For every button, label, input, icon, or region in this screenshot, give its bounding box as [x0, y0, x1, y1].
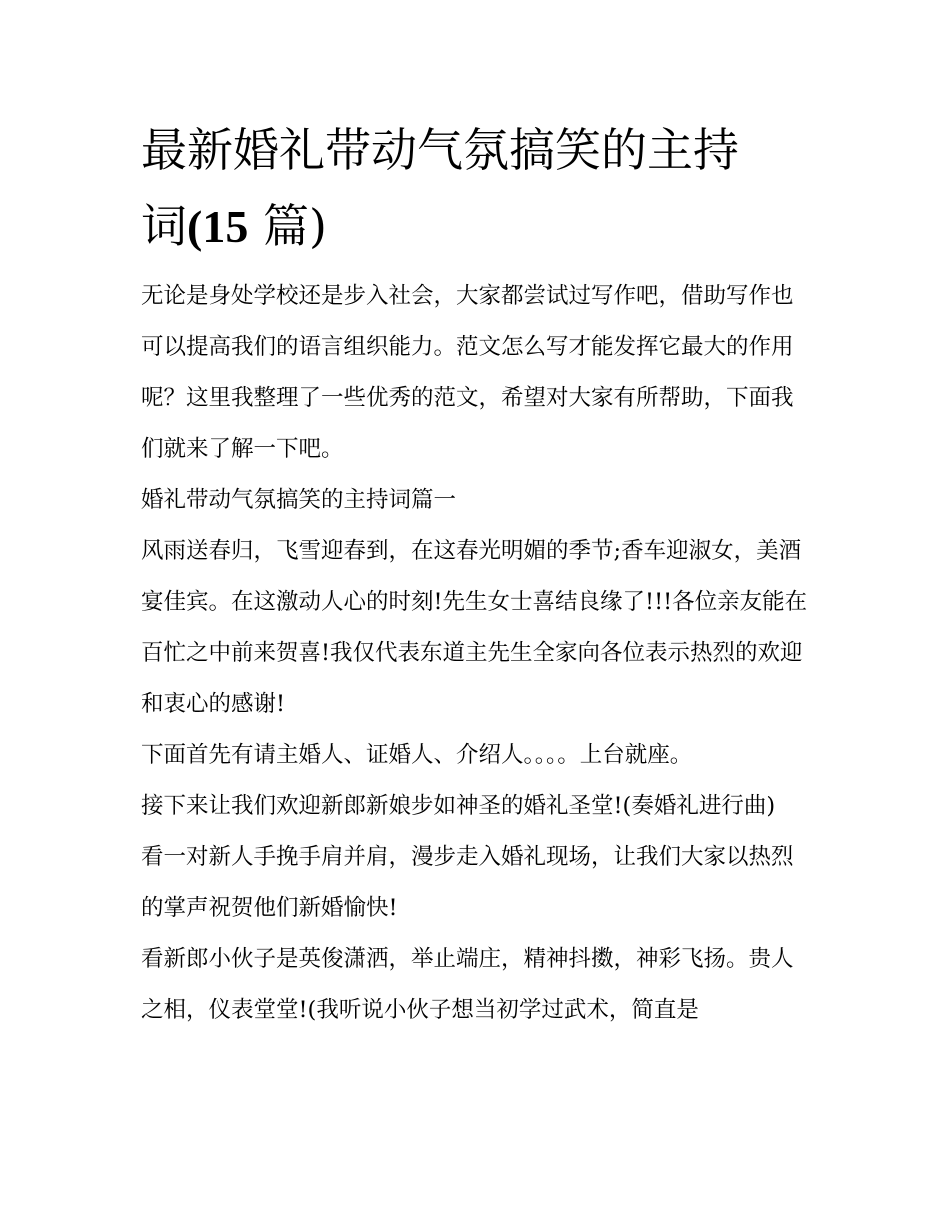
section-heading: 婚礼带动气氛搞笑的主持词篇一 — [141, 487, 457, 513]
title-end: 篇) — [262, 199, 327, 253]
document-title: 最新婚礼带动气氛搞笑的主持 词(15 篇) — [141, 123, 739, 253]
title-main: 最新婚礼带动气氛搞笑的主持 — [141, 123, 739, 177]
title-count: (15 — [187, 201, 249, 252]
document-page — [141, 112, 813, 1036]
body-paragraph: 风雨送春归，飞雪迎春到，在这春光明媚的季节;香车迎淑女，美酒宴佳宾。在这激动人心的时刻!先生女士喜结良缘了!!!各位亲友能在百忙之中前来贺喜!我仅代表东道主先生全家向各位表示热烈的欢迎和衷心的感谢! — [141, 538, 808, 717]
body-paragraph: 接下来让我们欢迎新郎新娘步如神圣的婚礼圣堂!(奏婚礼进行曲) — [141, 793, 776, 819]
body-paragraph: 看一对新人手挽手肩并肩，漫步走入婚礼现场，让我们大家以热烈的掌声祝贺他们新婚愉快! — [141, 844, 794, 921]
body-paragraph: 下面首先有请主婚人、证婚人、介绍人。。。。上台就座。 — [141, 742, 693, 768]
intro-paragraph: 无论是身处学校还是步入社会，大家都尝试过写作吧，借助写作也可以提高我们的语言组织能力。范文怎么写才能发挥它最大的作用呢？这里我整理了一些优秀的范文，希望对大家有所帮助，下面我们就来了解一下吧。 — [141, 283, 794, 462]
body-paragraph: 看新郎小伙子是英俊潇洒，举止端庄，精神抖擞，神彩飞扬。贵人之相，仪表堂堂!(我听说小伙子想当初学过武术，简直是 — [141, 946, 794, 1023]
